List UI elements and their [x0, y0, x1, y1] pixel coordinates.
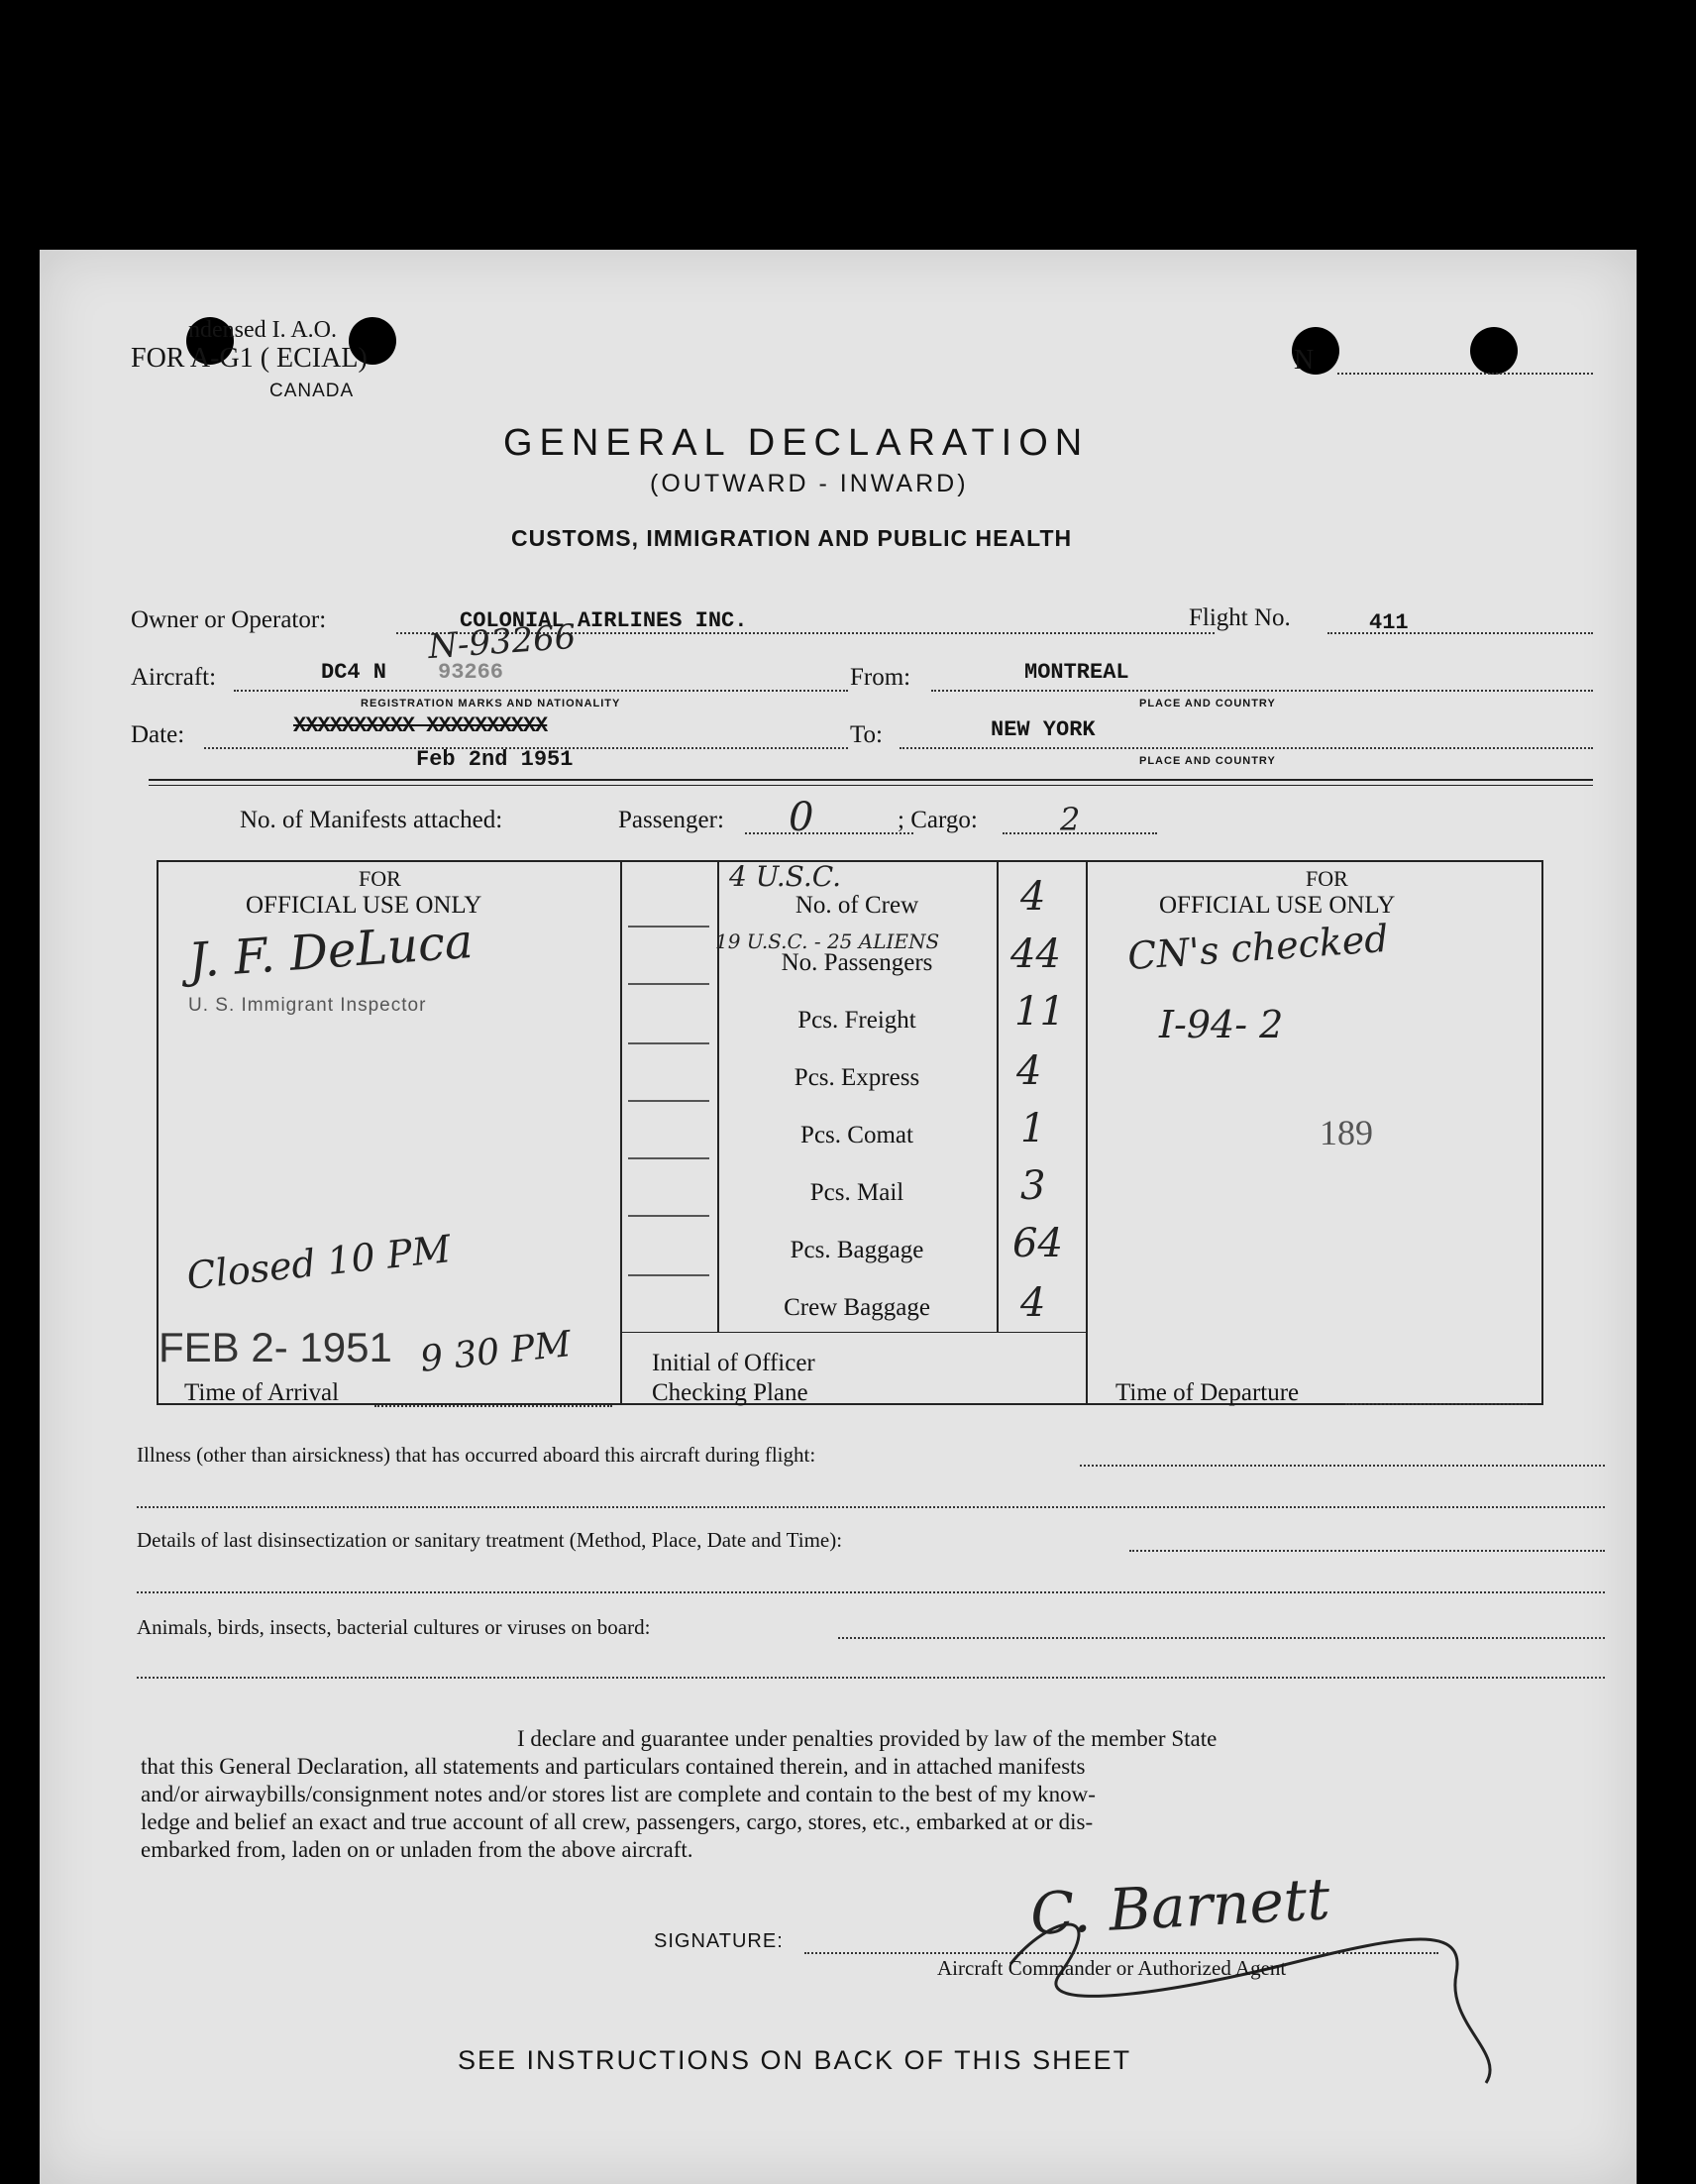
- header-divider: [149, 779, 1593, 781]
- freight-row-label: Pcs. Freight: [797, 1007, 916, 1034]
- declaration-line-2: that this General Declaration, all statements and particulars contained therein, and in attached manifests: [141, 1754, 1086, 1779]
- date-label: Date:: [131, 721, 185, 748]
- aircraft-value: DC4 N: [321, 660, 387, 685]
- arrival-time-handwritten: 9 30 PM: [418, 1324, 574, 1380]
- owner-value: COLONIAL AIRLINES INC.: [460, 608, 748, 633]
- from-label: From:: [850, 664, 911, 691]
- tally-line: [628, 1042, 709, 1044]
- closed-note: Closed 10 PM: [184, 1227, 453, 1298]
- aircraft-line: [234, 690, 848, 692]
- from-value: MONTREAL: [1024, 660, 1129, 685]
- checking-plane-label: Checking Plane: [652, 1379, 808, 1406]
- express-row-label: Pcs. Express: [794, 1064, 920, 1091]
- cargo-manifest-label: ; Cargo:: [898, 807, 978, 833]
- inspector-signature: J. F. DeLuca: [186, 914, 476, 989]
- crew-note: 4 U.S.C.: [729, 860, 842, 893]
- form-header-line1: ndensed I. A.O.: [188, 317, 337, 343]
- passenger-manifest-label: Passenger:: [618, 807, 724, 833]
- to-label: To:: [850, 721, 883, 748]
- crew-row-label: No. of Crew: [795, 892, 919, 919]
- cargo-manifest-value: 2: [1060, 801, 1081, 838]
- left-box-for: FOR: [359, 866, 401, 891]
- passenger-manifest-line: [745, 832, 913, 834]
- form-header-line2: FOR A-G1 ( ECIAL): [131, 343, 368, 374]
- passenger-manifest-value: 0: [789, 795, 814, 840]
- to-line: [900, 747, 1593, 749]
- aircraft-label: Aircraft:: [131, 664, 217, 691]
- instructions-footer: SEE INSTRUCTIONS ON BACK OF THIS SHEET: [458, 2045, 1132, 2075]
- stamped-number: 189: [1320, 1113, 1373, 1152]
- crew-baggage-row-label: Crew Baggage: [784, 1294, 930, 1321]
- declaration-line-5: embarked from, laden on or unladen from the above aircraft.: [141, 1837, 693, 1862]
- baggage-row-label: Pcs. Baggage: [790, 1237, 924, 1263]
- manifests-label: No. of Manifests attached:: [240, 807, 503, 833]
- arrival-line: [374, 1405, 612, 1407]
- tally-line: [628, 1215, 709, 1217]
- i94-note: I-94- 2: [1159, 1003, 1284, 1046]
- date-value: Feb 2nd 1951: [416, 747, 574, 772]
- disinsectization-label: Details of last disinsectization or sanitary treatment (Method, Place, Date and Time):: [137, 1528, 843, 1552]
- page-subtitle: (OUTWARD - INWARD): [650, 470, 969, 497]
- freight-value: 11: [1014, 989, 1065, 1035]
- tally-line: [628, 926, 709, 928]
- illness-line-2: [137, 1506, 1605, 1508]
- punch-hole: [1470, 327, 1518, 375]
- table-divider-left: [620, 862, 622, 1403]
- right-box-for: FOR: [1306, 866, 1348, 891]
- declaration-line-1: I declare and guarantee under penalties provided by law of the member State: [517, 1726, 1218, 1751]
- mail-row-label: Pcs. Mail: [809, 1179, 904, 1206]
- tally-line: [628, 983, 709, 985]
- express-value: 4: [1016, 1048, 1042, 1094]
- comat-value: 1: [1020, 1106, 1046, 1151]
- initial-officer-label: Initial of Officer: [652, 1350, 815, 1376]
- form-number-line: [1337, 373, 1593, 375]
- illness-line: [1080, 1465, 1605, 1467]
- flight-value: 411: [1369, 610, 1409, 635]
- passengers-value: 44: [1010, 931, 1061, 977]
- tally-line: [628, 1100, 709, 1102]
- customs-heading: CUSTOMS, IMMIGRATION AND PUBLIC HEALTH: [511, 525, 1073, 551]
- form-header-country: CANADA: [269, 381, 355, 401]
- comat-row-label: Pcs. Comat: [800, 1122, 913, 1148]
- animals-label: Animals, birds, insects, bacterial cultures or viruses on board:: [137, 1615, 651, 1639]
- signature-label: SIGNATURE:: [654, 1930, 784, 1952]
- departure-label: Time of Departure: [1115, 1379, 1300, 1406]
- disinsectization-line: [1129, 1550, 1605, 1552]
- signature-caption: Aircraft Commander or Authorized Agent: [937, 1956, 1287, 1980]
- header-divider-second: [149, 785, 1593, 786]
- table-bottom-center: [622, 1332, 1086, 1333]
- mail-value: 3: [1020, 1163, 1046, 1209]
- crew-value: 4: [1020, 874, 1046, 920]
- from-place-caption: PLACE AND COUNTRY: [1139, 698, 1276, 710]
- to-place-caption: PLACE AND COUNTRY: [1139, 755, 1276, 767]
- animals-line: [838, 1637, 1605, 1639]
- from-line: [931, 690, 1593, 692]
- arrival-stamp: FEB 2- 1951: [159, 1324, 392, 1370]
- table-divider-right: [1086, 862, 1088, 1403]
- animals-line-2: [137, 1677, 1605, 1679]
- commander-signature: C. Barnett: [1028, 1865, 1331, 1948]
- registration-caption: REGISTRATION MARKS AND NATIONALITY: [361, 698, 621, 710]
- flight-label: Flight No.: [1189, 604, 1291, 631]
- tally-line: [628, 1274, 709, 1276]
- declaration-line-3: and/or airwaybills/consignment notes and/or stores list are complete and contain to the best of my know-: [141, 1782, 1096, 1806]
- illness-label: Illness (other than airsickness) that has occurred aboard this aircraft during flight:: [137, 1443, 816, 1467]
- arrival-label: Time of Arrival: [184, 1379, 340, 1406]
- form-number-label: N: [1294, 345, 1315, 376]
- aircraft-registration-faded: 93266: [438, 660, 504, 685]
- passengers-row-label: No. Passengers: [781, 949, 933, 976]
- disinsectization-line-2: [137, 1591, 1605, 1593]
- departure-line: [1345, 1403, 1528, 1405]
- right-box-official: OFFICIAL USE ONLY: [1159, 892, 1396, 919]
- aircraft-registration-handwritten: N-93266: [426, 616, 578, 668]
- inspector-title: U. S. Immigrant Inspector: [188, 995, 427, 1016]
- tally-line: [628, 1157, 709, 1159]
- cns-checked-note: CN's checked: [1125, 916, 1390, 979]
- passenger-note: 19 U.S.C. - 25 ALIENS: [715, 929, 940, 953]
- form-sheet: [40, 250, 1637, 2184]
- owner-label: Owner or Operator:: [131, 606, 327, 633]
- date-struck-text: XXXXXXXXXX XXXXXXXXXX: [293, 713, 548, 738]
- crew-baggage-value: 4: [1020, 1280, 1046, 1326]
- page-title: GENERAL DECLARATION: [503, 422, 1090, 464]
- declaration-line-4: ledge and belief an exact and true account of all crew, passengers, cargo, stores, etc., embarked at or dis-: [141, 1809, 1094, 1834]
- to-value: NEW YORK: [991, 717, 1096, 742]
- table-divider-center-right: [997, 862, 999, 1332]
- flight-line: [1327, 632, 1593, 634]
- left-box-official: OFFICIAL USE ONLY: [246, 892, 482, 919]
- baggage-value: 64: [1012, 1221, 1063, 1266]
